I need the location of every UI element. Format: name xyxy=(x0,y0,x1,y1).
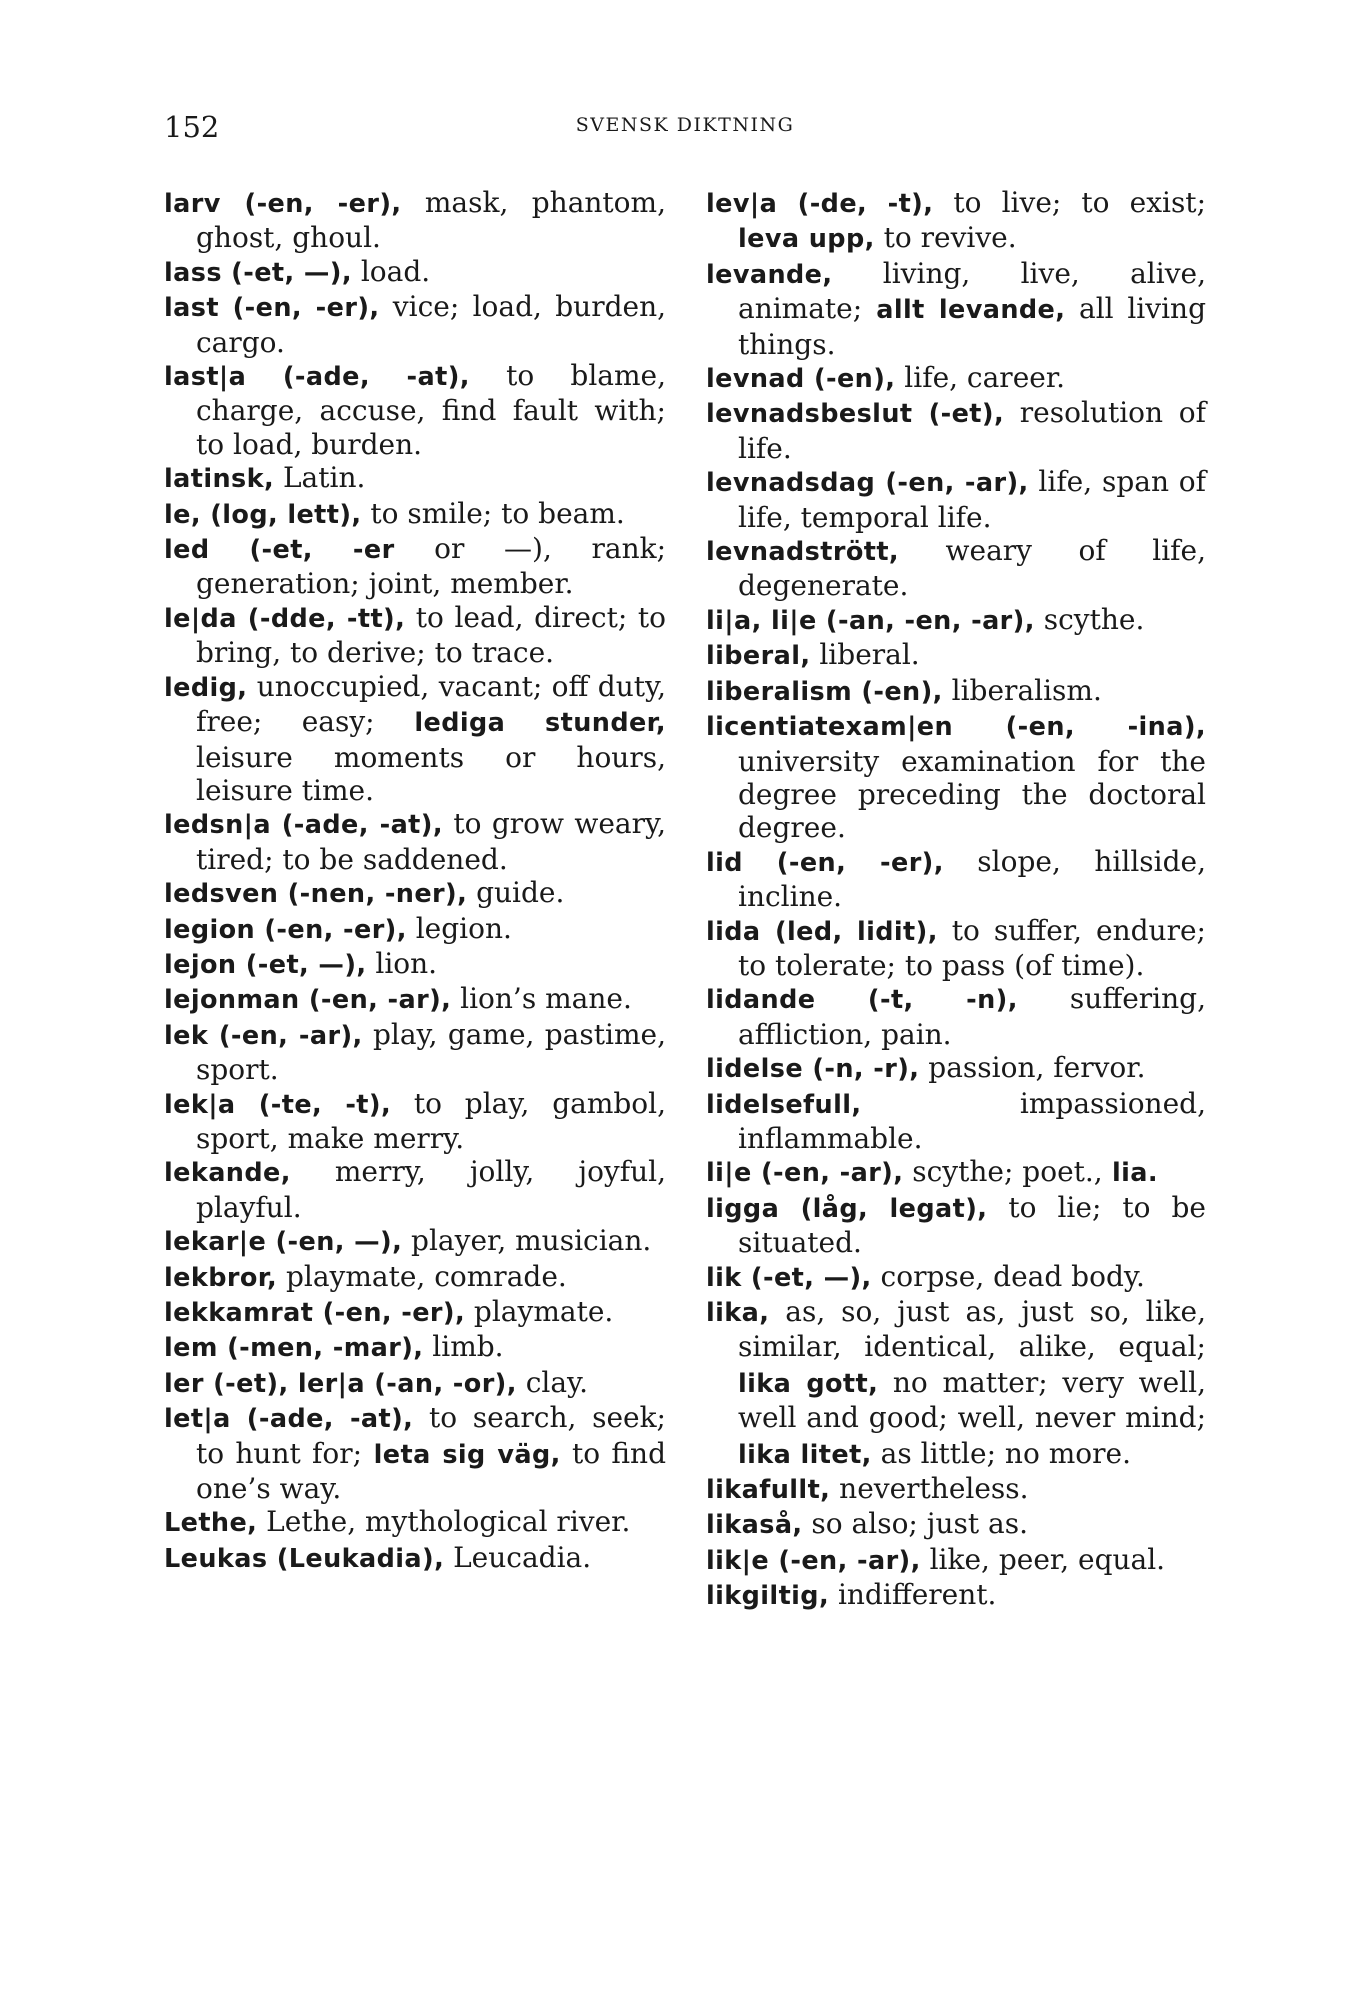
entry-headword: likgiltig, xyxy=(706,1581,830,1612)
entry-headword: lik (-et, —), xyxy=(706,1262,872,1293)
page-header xyxy=(164,110,1206,150)
dictionary-entry xyxy=(706,1578,1206,1613)
dictionary-entry xyxy=(164,670,666,808)
entry-headword: led (-et, -er xyxy=(164,535,395,566)
entry-definition: play, game, pastime, sport. xyxy=(196,1017,666,1087)
entry-definition: nevertheless. xyxy=(830,1472,1029,1506)
entry-definition: legion. xyxy=(406,911,512,945)
entry-definition: weary of life, degenerate. xyxy=(738,534,1206,603)
entry-headword: lidelsefull, xyxy=(706,1089,862,1120)
dictionary-entry xyxy=(164,982,666,1017)
dictionary-entry xyxy=(706,257,1206,361)
entry-headword: lika litet, xyxy=(738,1439,872,1470)
dictionary-entry xyxy=(164,876,666,911)
dictionary-entry xyxy=(164,1366,666,1401)
entry-headword: ledig, xyxy=(164,672,248,703)
entry-headword: leva upp, xyxy=(738,224,875,255)
entry-definition: liberal. xyxy=(810,638,920,672)
entry-headword: lekande, xyxy=(164,1158,291,1189)
entry-headword: levnadsdag (-en, -ar), xyxy=(706,468,1029,499)
entry-headword: leta sig väg, xyxy=(362,1439,561,1470)
entry-headword: ledsven (-nen, -ner), xyxy=(164,879,468,910)
entry-headword: ler (-et), ler|a (-an, -or), xyxy=(164,1368,517,1399)
entry-headword: le|da (-dde, -tt), xyxy=(164,603,406,634)
entry-definition: to find one’s way. xyxy=(196,1436,667,1506)
entry-definition: to blame, charge, accuse, find fault with; to load, burden. xyxy=(196,359,666,461)
entry-definition: life, span of life, temporal life. xyxy=(738,465,1206,534)
entry-definition: clay. xyxy=(516,1365,589,1399)
dictionary-entry xyxy=(706,1295,1206,1472)
dictionary-entry xyxy=(164,290,666,359)
dictionary-entry xyxy=(164,461,666,496)
entry-headword: li|e (-en, -ar), xyxy=(706,1158,904,1189)
right-column xyxy=(706,186,1206,1614)
entry-definition: scythe. xyxy=(1034,602,1145,636)
dictionary-entry xyxy=(164,947,666,982)
dictionary-entry xyxy=(706,1051,1206,1086)
entry-headword: legion (-en, -er), xyxy=(164,914,407,945)
entry-headword: larv (-en, -er), xyxy=(164,189,402,219)
entry-definition: load. xyxy=(351,254,431,288)
entry-headword: lidelse (-n, -r), xyxy=(706,1054,920,1085)
entry-definition: lion. xyxy=(366,946,438,980)
entry-definition: player, musician. xyxy=(402,1224,652,1258)
entry-definition: resolution of life. xyxy=(738,396,1207,465)
left-column xyxy=(164,186,666,1576)
page-number: 152 xyxy=(164,110,220,144)
dictionary-entry xyxy=(706,361,1206,396)
dictionary-entry xyxy=(706,534,1206,603)
entry-headword: le, (log, lett), xyxy=(164,499,362,530)
entry-definition: life, career. xyxy=(895,361,1066,395)
dictionary-entry xyxy=(706,1260,1206,1295)
entry-headword: lik|e (-en, -ar), xyxy=(706,1545,921,1576)
entry-definition: Leucadia. xyxy=(444,1540,592,1574)
entry-definition: to play, gambol, sport, make merry. xyxy=(196,1086,666,1155)
dictionary-entry xyxy=(164,807,666,876)
entry-definition: to smile; to beam. xyxy=(361,496,625,530)
entry-definition: as little; no more. xyxy=(871,1436,1131,1470)
dictionary-entry xyxy=(706,603,1206,638)
dictionary-entry xyxy=(706,396,1206,465)
entry-definition: no matter; very well, well and good; well, never mind; xyxy=(738,1365,1206,1435)
entry-definition: to lie; to be situated. xyxy=(738,1190,1206,1260)
entry-headword: last|a (-ade, -at), xyxy=(164,362,470,393)
entry-definition: lion’s mane. xyxy=(451,982,632,1016)
entry-definition: mask, phantom, ghost, ghoul. xyxy=(196,186,666,255)
dictionary-entry xyxy=(164,1018,666,1087)
entry-headword: ligga (låg, legat), xyxy=(706,1193,988,1224)
entry-definition: liberalism. xyxy=(942,673,1102,707)
dictionary-entry xyxy=(164,1155,666,1224)
dictionary-entry xyxy=(164,1401,666,1505)
entry-definition: corpse, dead body. xyxy=(871,1259,1145,1293)
dictionary-entry xyxy=(706,1472,1206,1507)
entry-definition: to revive. xyxy=(874,221,1017,255)
entry-definition: so also; just as. xyxy=(802,1507,1028,1541)
entry-headword: lediga stunder, xyxy=(374,708,666,739)
entry-definition: indifferent. xyxy=(829,1578,997,1612)
entry-headword: lev|a (-de, -t), xyxy=(706,189,934,219)
dictionary-entry xyxy=(706,1507,1206,1542)
dictionary-entry xyxy=(164,497,666,532)
entry-headword: lika, xyxy=(706,1298,770,1328)
entry-headword: lidande (-t, -n), xyxy=(706,985,1018,1016)
entry-headword: lekar|e (-en, —), xyxy=(164,1227,403,1258)
entry-headword: levnad (-en), xyxy=(706,364,896,395)
entry-definition: slope, hillside, incline. xyxy=(738,844,1206,914)
entry-headword: licentiatexam|en (-en, -ina), xyxy=(706,712,1206,743)
entry-definition: vice; load, burden, cargo. xyxy=(196,290,667,359)
entry-definition: to grow weary, tired; to be saddened. xyxy=(196,807,666,876)
entry-definition: Latin. xyxy=(274,461,366,495)
entry-definition: suffering, affliction, pain. xyxy=(738,982,1206,1051)
entry-headword: likafullt, xyxy=(706,1475,831,1506)
dictionary-entry xyxy=(164,359,666,461)
entry-definition: playmate. xyxy=(465,1295,614,1328)
entry-definition: as, so, just as, just so, like, similar, identical, alike, equal; xyxy=(738,1295,1206,1364)
entry-headword: allt levande, xyxy=(862,295,1066,326)
entry-headword: levnadsbeslut (-et), xyxy=(706,399,1005,430)
dictionary-entry xyxy=(706,1191,1206,1260)
entry-headword: lejon (-et, —), xyxy=(164,949,367,980)
entry-headword: lek (-en, -ar), xyxy=(164,1020,363,1051)
entry-definition: university examination for the degree preceding the doctoral degree. xyxy=(738,744,1206,845)
entry-definition: unoccupied, vacant; off duty, free; easy; xyxy=(196,669,666,739)
entry-definition: to search, seek; to hunt for; xyxy=(196,1401,666,1470)
dictionary-entry xyxy=(164,1541,666,1576)
entry-headword: liberal, xyxy=(706,641,811,672)
entry-definition: or —), rank; generation; joint, member. xyxy=(196,532,667,601)
entry-definition: to suffer, endure; to tolerate; to pass (of time). xyxy=(738,913,1206,982)
dictionary-entry xyxy=(164,912,666,947)
entry-definition: living, live, alive, animate; xyxy=(738,256,1206,326)
entry-headword: lia. xyxy=(1102,1158,1158,1189)
dictionary-entry xyxy=(164,532,666,601)
entry-definition: leisure moments or hours, leisure time. xyxy=(196,740,666,807)
dictionary-entry xyxy=(706,1543,1206,1578)
dictionary-entry xyxy=(706,709,1206,845)
dictionary-entry xyxy=(706,982,1206,1051)
dictionary-entry xyxy=(706,1087,1206,1156)
dictionary-entry xyxy=(164,1505,666,1540)
dictionary-entry xyxy=(164,186,666,255)
dictionary-entry xyxy=(164,1330,666,1365)
entry-definition: impassioned, inflammable. xyxy=(738,1086,1206,1155)
entry-headword: lid (-en, -er), xyxy=(706,847,944,878)
dictionary-entry xyxy=(706,186,1206,257)
entry-headword: lika gott, xyxy=(738,1368,879,1399)
dictionary-entry xyxy=(164,1260,666,1295)
entry-headword: ledsn|a (-ade, -at), xyxy=(164,810,443,841)
entry-definition: passion, fervor. xyxy=(919,1051,1146,1085)
entry-headword: lekbror, xyxy=(164,1262,278,1293)
dictionary-entry xyxy=(164,601,666,670)
entry-headword: lekkamrat (-en, -er), xyxy=(164,1298,466,1328)
entry-headword: Lethe, xyxy=(164,1508,258,1539)
entry-headword: lejonman (-en, -ar), xyxy=(164,985,452,1016)
entry-headword: lass (-et, —), xyxy=(164,257,352,288)
dictionary-entry xyxy=(706,845,1206,914)
entry-definition: merry, jolly, joyful, playful. xyxy=(196,1155,666,1224)
dictionary-entry xyxy=(706,674,1206,709)
entry-definition: all living things. xyxy=(738,292,1206,361)
entry-definition: guide. xyxy=(467,876,565,910)
entry-headword: let|a (-ade, -at), xyxy=(164,1404,414,1435)
entry-headword: levnadstrött, xyxy=(706,537,900,568)
entry-headword: latinsk, xyxy=(164,464,275,495)
entry-definition: playmate, comrade. xyxy=(277,1259,567,1293)
dictionary-entry xyxy=(706,638,1206,673)
entry-headword: liberalism (-en), xyxy=(706,676,943,707)
entry-definition: scythe; poet., xyxy=(903,1155,1103,1189)
entry-headword: li|a, li|e (-an, -en, -ar), xyxy=(706,605,1035,636)
entry-headword: lek|a (-te, -t), xyxy=(164,1089,392,1120)
entry-headword: Leukas (Leukadia), xyxy=(164,1543,445,1574)
entry-headword: lem (-men, -mar), xyxy=(164,1333,424,1364)
entry-definition: Lethe, mythological river. xyxy=(257,1505,631,1539)
entry-definition: to lead, direct; to bring, to derive; to trace. xyxy=(196,600,666,670)
dictionary-entry xyxy=(706,465,1206,534)
entry-headword: lida (led, lidit), xyxy=(706,916,938,947)
dictionary-entry xyxy=(706,914,1206,983)
entry-definition: like, peer, equal. xyxy=(920,1542,1166,1576)
entry-headword: levande, xyxy=(706,259,833,290)
dictionary-entry xyxy=(164,255,666,290)
dictionary-entry xyxy=(164,1087,666,1156)
entry-definition: to live; to exist; xyxy=(933,186,1206,219)
dictionary-entry xyxy=(164,1295,666,1330)
dictionary-entry xyxy=(164,1224,666,1259)
running-title: SVENSK DIKTNING xyxy=(575,114,795,136)
dictionary-entry xyxy=(706,1155,1206,1190)
entry-definition: limb. xyxy=(423,1330,504,1364)
entry-headword: likaså, xyxy=(706,1510,803,1541)
entry-headword: last (-en, -er), xyxy=(164,293,380,324)
